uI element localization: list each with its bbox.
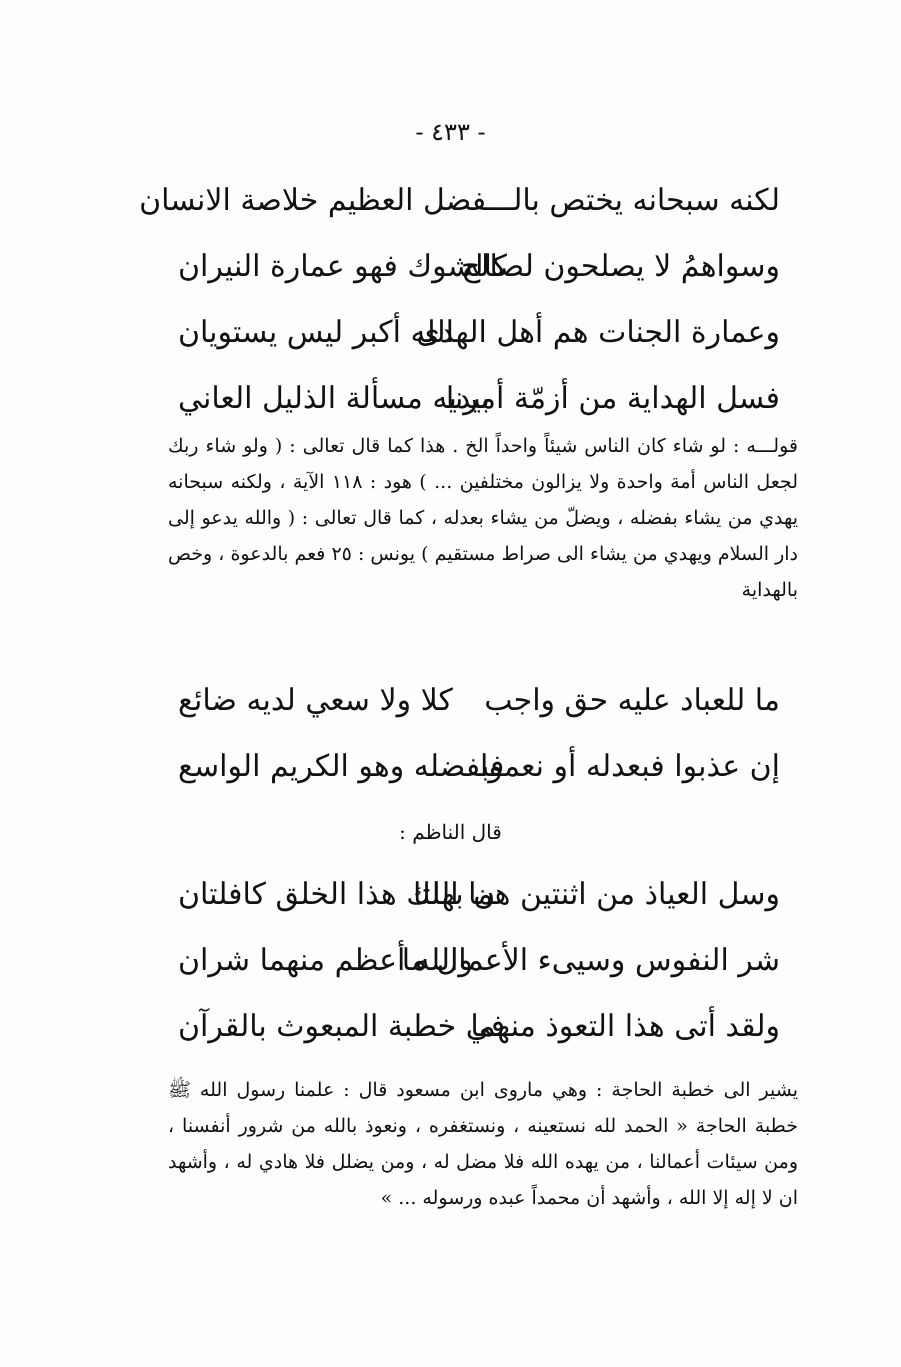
section-heading: قال الناظم :	[399, 820, 502, 844]
verse	[178, 366, 790, 432]
verse	[178, 994, 790, 1060]
verse-line: لكنه سبحانه يختص بالـــفضل العظيم خلاصة الانسان	[139, 183, 780, 218]
commentary-text: يشير الى خطبة الحاجة : وهي ماروى ابن مسعود قال : علمنا رسول الله ﷺ خطبة الحاجة « الحمد لله نستعينه ، ونستغفره ، ونعوذ بالله من شرور أنفسنا ، ومن سيئات أعمالنا ، من يهده الله فلا مضل له ، ومن يضلل فلا هادي له ، وأشهد ان لا إله إلا الله ، وأشهد أن محمداً عبده ورسوله ... »	[168, 1079, 798, 1209]
verse-second-hemistich: الله أكبر ليس يستويان	[178, 315, 454, 350]
poem-block-3	[178, 862, 790, 1060]
verse-first-hemistich: إن عذبوا فبعدله أو نعموا	[480, 749, 780, 784]
verse-second-hemistich: والله أعظم منهما شران	[178, 943, 473, 978]
verse-first-hemistich: وسواهمُ لا يصلحون لصالح	[461, 249, 780, 284]
poem-block-1	[139, 168, 790, 432]
verse	[178, 300, 790, 366]
verse	[178, 234, 790, 300]
verse-second-hemistich: فبفضله وهو الكريم الواسع	[178, 749, 505, 784]
page-number: - ٤٣٣ -	[415, 118, 486, 146]
commentary-text: قولـــه : لو شاء كان الناس شيئاً واحداً الخ . هذا كما قال تعالى : ( ولو شاء ربك لجعل الناس أمة واحدة ولا يزالون مختلفين ... ) هود : ١١٨ الآية ، ولكنه سبحانه يهدي من يشاء بفضله ، ويضلّ من يشاء بعدله ، كما قال تعالى : ( والله يدعو إلى دار السلام ويهدي من يشاء الى صراط مستقيم ) يونس : ٢٥ فعم بالدعوة ، وخص بالهداية	[168, 435, 798, 601]
verse	[139, 168, 790, 234]
verse-second-hemistich: ن بهلك هذا الخلق كافلتان	[178, 877, 496, 912]
poem-block-2	[178, 668, 790, 800]
verse-second-hemistich: بيديه مسألة الذليل العاني	[178, 381, 490, 416]
verse-first-hemistich: وسل العياذ من اثنتين هما اللتا	[412, 877, 780, 912]
verse-first-hemistich: فسل الهداية من أزمّة أمرنا	[445, 381, 780, 416]
verse-second-hemistich: كلا ولا سعي لديه ضائع	[178, 683, 453, 718]
verse	[178, 668, 790, 734]
verse-first-hemistich: وعمارة الجنات هم أهل الهدى	[416, 315, 780, 350]
verse-first-hemistich: ولقد أتى هذا التعوذ منهما	[470, 1009, 780, 1044]
verse-first-hemistich: شر النفوس وسيىء الأعمال ما	[401, 943, 780, 978]
verse	[178, 862, 790, 928]
verse-second-hemistich: كالشوك فهو عمارة النيران	[178, 249, 507, 284]
verse-second-hemistich: في خطبة المبعوث بالقرآن	[178, 1009, 506, 1044]
verse	[178, 734, 790, 800]
verse	[178, 928, 790, 994]
verse-first-hemistich: ما للعباد عليه حق واجب	[484, 683, 780, 718]
commentary-block-1	[168, 428, 798, 608]
commentary-block-2	[168, 1072, 798, 1216]
